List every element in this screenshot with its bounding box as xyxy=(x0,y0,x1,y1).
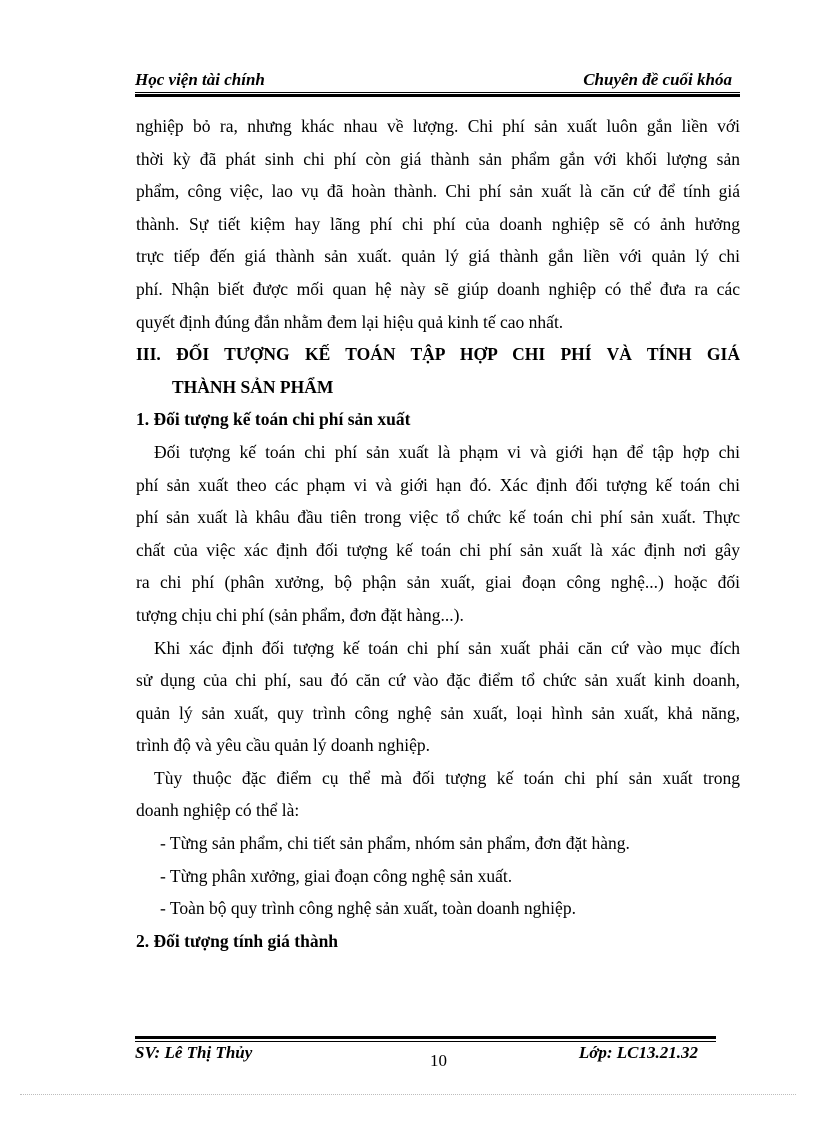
paragraph-line: trực tiếp đến giá thành sản xuất. quản lý giá thành gắn liền với quản lý chi xyxy=(136,246,740,267)
section-heading-continued: THÀNH SẢN PHẨM xyxy=(172,376,334,397)
paragraph-line: quyết định đúng đắn nhằm đem lại hiệu quả kinh tế cao nhất. xyxy=(136,311,564,332)
footer-rule-thin xyxy=(135,1041,716,1042)
page-header xyxy=(135,70,740,92)
paragraph-line: tượng chịu chi phí (sản phẩm, đơn đặt hàng...). xyxy=(136,604,464,625)
list-item: - Từng phân xưởng, giai đoạn công nghệ sản xuất. xyxy=(160,865,513,886)
paragraph-line: phí. Nhận biết được mối quan hệ này sẽ giúp doanh nghiệp có thể đưa ra các xyxy=(136,278,740,299)
header-rule-thick xyxy=(135,94,740,97)
paragraph-line: quản lý sản xuất, quy trình công nghệ sản xuất, loại hình sản xuất, khả năng, xyxy=(136,702,740,723)
paragraph-line: doanh nghiệp có thể là: xyxy=(136,800,300,821)
page-edge-divider xyxy=(20,1094,796,1095)
paragraph-line: phí sản xuất theo các phạm vi và giới hạn đó. Xác định đối tượng kế toán chi xyxy=(136,474,740,495)
page-footer xyxy=(135,1043,716,1069)
page-body xyxy=(136,110,740,957)
paragraph-line: thành. Sự tiết kiệm hay lãng phí chi phí của doanh nghiệp sẽ có ảnh hưởng xyxy=(136,213,740,234)
section-heading: III. ĐỐI TƯỢNG KẾ TOÁN TẬP HỢP CHI PHÍ VÀ TÍNH GIÁ xyxy=(136,344,740,365)
footer-class-code: Lớp: LC13.21.32 xyxy=(578,1043,698,1062)
paragraph-line: ra chi phí (phân xưởng, bộ phận sản xuất, giai đoạn công nghệ...) hoặc đối xyxy=(136,572,740,593)
paragraph-line: sử dụng của chi phí, sau đó căn cứ vào đặc điểm tổ chức sản xuất kinh doanh, xyxy=(136,670,740,691)
header-institution: Học viện tài chính xyxy=(135,70,265,89)
paragraph-line: Tùy thuộc đặc điểm cụ thể mà đối tượng kế toán chi phí sản xuất trong xyxy=(154,767,740,788)
list-item: - Toàn bộ quy trình công nghệ sản xuất, toàn doanh nghiệp. xyxy=(160,898,576,919)
page-number: 10 xyxy=(430,1051,447,1070)
paragraph-line: phí sản xuất là khâu đầu tiên trong việc tổ chức kế toán chi phí sản xuất. Thực xyxy=(136,507,740,528)
paragraph-line: thời kỳ đã phát sinh chi phí còn giá thành sản phẩm gắn với khối lượng sản xyxy=(136,148,740,169)
header-rule-thin xyxy=(135,92,740,93)
subsection-heading: 1. Đối tượng kế toán chi phí sản xuất xyxy=(136,409,411,430)
paragraph-line: chất của việc xác định đối tượng kế toán chi phí sản xuất là xác định nơi gây xyxy=(136,539,740,560)
paragraph-line: Khi xác định đối tượng kế toán chi phí sản xuất phải căn cứ vào mục đích xyxy=(154,637,740,658)
header-document-type: Chuyên đề cuối khóa xyxy=(583,70,732,89)
paragraph-line: phẩm, công việc, lao vụ đã hoàn thành. Chi phí sản xuất là căn cứ để tính giá xyxy=(136,181,740,202)
subsection-heading: 2. Đối tượng tính giá thành xyxy=(136,930,339,951)
list-item: - Từng sản phẩm, chi tiết sản phẩm, nhóm sản phẩm, đơn đặt hàng. xyxy=(160,833,630,854)
footer-student-name: SV: Lê Thị Thủy xyxy=(135,1043,253,1062)
paragraph-line: nghiệp bỏ ra, nhưng khác nhau về lượng. Chi phí sản xuất luôn gắn liền với xyxy=(136,116,740,136)
paragraph-line: Đối tượng kế toán chi phí sản xuất là phạm vi và giới hạn để tập hợp chi xyxy=(154,441,740,462)
footer-rule-thick xyxy=(135,1036,716,1039)
paragraph-line: trình độ và yêu cầu quản lý doanh nghiệp. xyxy=(136,735,431,756)
